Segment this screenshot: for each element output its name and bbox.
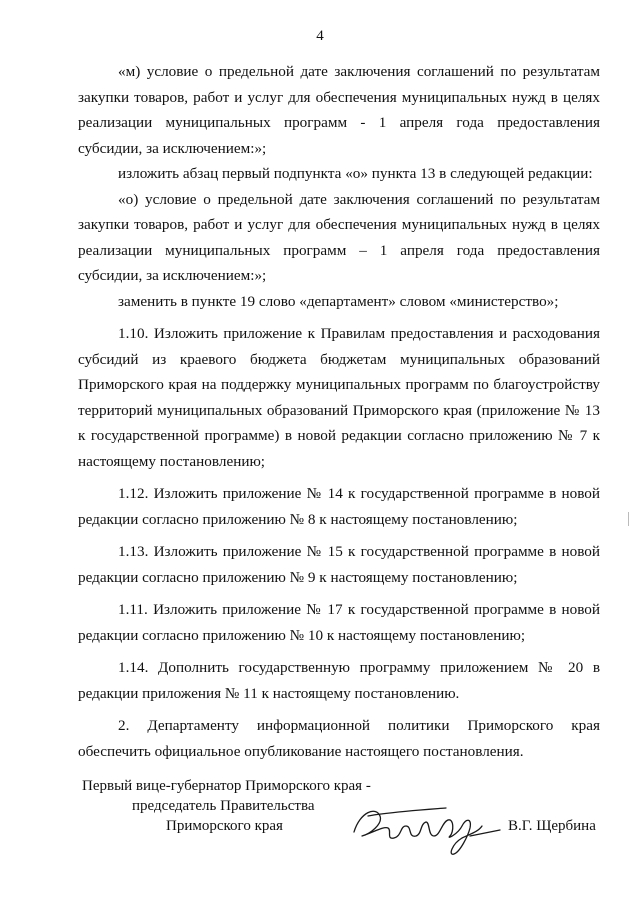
handwritten-signature (350, 792, 510, 862)
paragraph: «м) условие о предельной дате заключения соглашений по результатам закупки товаров, работ и услуг для обеспечения муниципальных нужд в целях реализации муниципальных программ - 1 апреля года предоставления субсидии, за исключением:»; (78, 63, 600, 157)
signatory-title-line: Приморского края (166, 818, 283, 834)
paragraph: 1.14. Дополнить государственную программу приложением № 20 в редакции приложения № 11 к настоящему постановлению. (78, 659, 600, 702)
paragraph: 1.13. Изложить приложение № 15 к государственной программе в новой редакции согласно приложению № 9 к настоящему постановлению; (78, 543, 600, 586)
signatory-title (82, 776, 371, 836)
signatory-title-line: председатель Правительства (132, 798, 315, 814)
signer-name: В.Г. Щербина (508, 818, 596, 834)
paragraph: 1.11. Изложить приложение № 17 к государственной программе в новой редакции согласно приложению № 10 к настоящему постановлению; (78, 601, 600, 644)
paragraph: «о) условие о предельной дате заключения соглашений по результатам закупки товаров, работ и услуг для обеспечения муниципальных нужд в целях реализации муниципальных программ – 1 апреля года предоставления субсидии, за исключением:»; (78, 190, 600, 284)
page-number: 4 (316, 28, 324, 44)
signatory-title-line: Первый вице-губернатор Приморского края - (82, 778, 371, 794)
margin-mark (628, 512, 629, 526)
paragraph: 2. Департаменту информационной политики Приморского края обеспечить официальное опубликование настоящего постановления. (78, 717, 600, 760)
paragraph: 1.12. Изложить приложение № 14 к государственной программе в новой редакции согласно приложению № 8 к настоящему постановлению; (78, 485, 600, 528)
paragraph: заменить в пункте 19 слово «департамент» словом «министерство»; (118, 292, 559, 310)
document-body (78, 59, 600, 764)
paragraph: изложить абзац первый подпункта «о» пункта 13 в следующей редакции: (118, 165, 593, 182)
paragraph: 1.10. Изложить приложение к Правилам предоставления и расходования субсидий из краевого бюджета бюджетам муниципальных образований Приморского края на поддержку муниципальных программ по благоустройству территорий муниципальных образований Приморского края (приложение № 13 к государственной программе) в новой редакции согласно приложению № 7 к настоящему постановлению; (78, 325, 600, 470)
